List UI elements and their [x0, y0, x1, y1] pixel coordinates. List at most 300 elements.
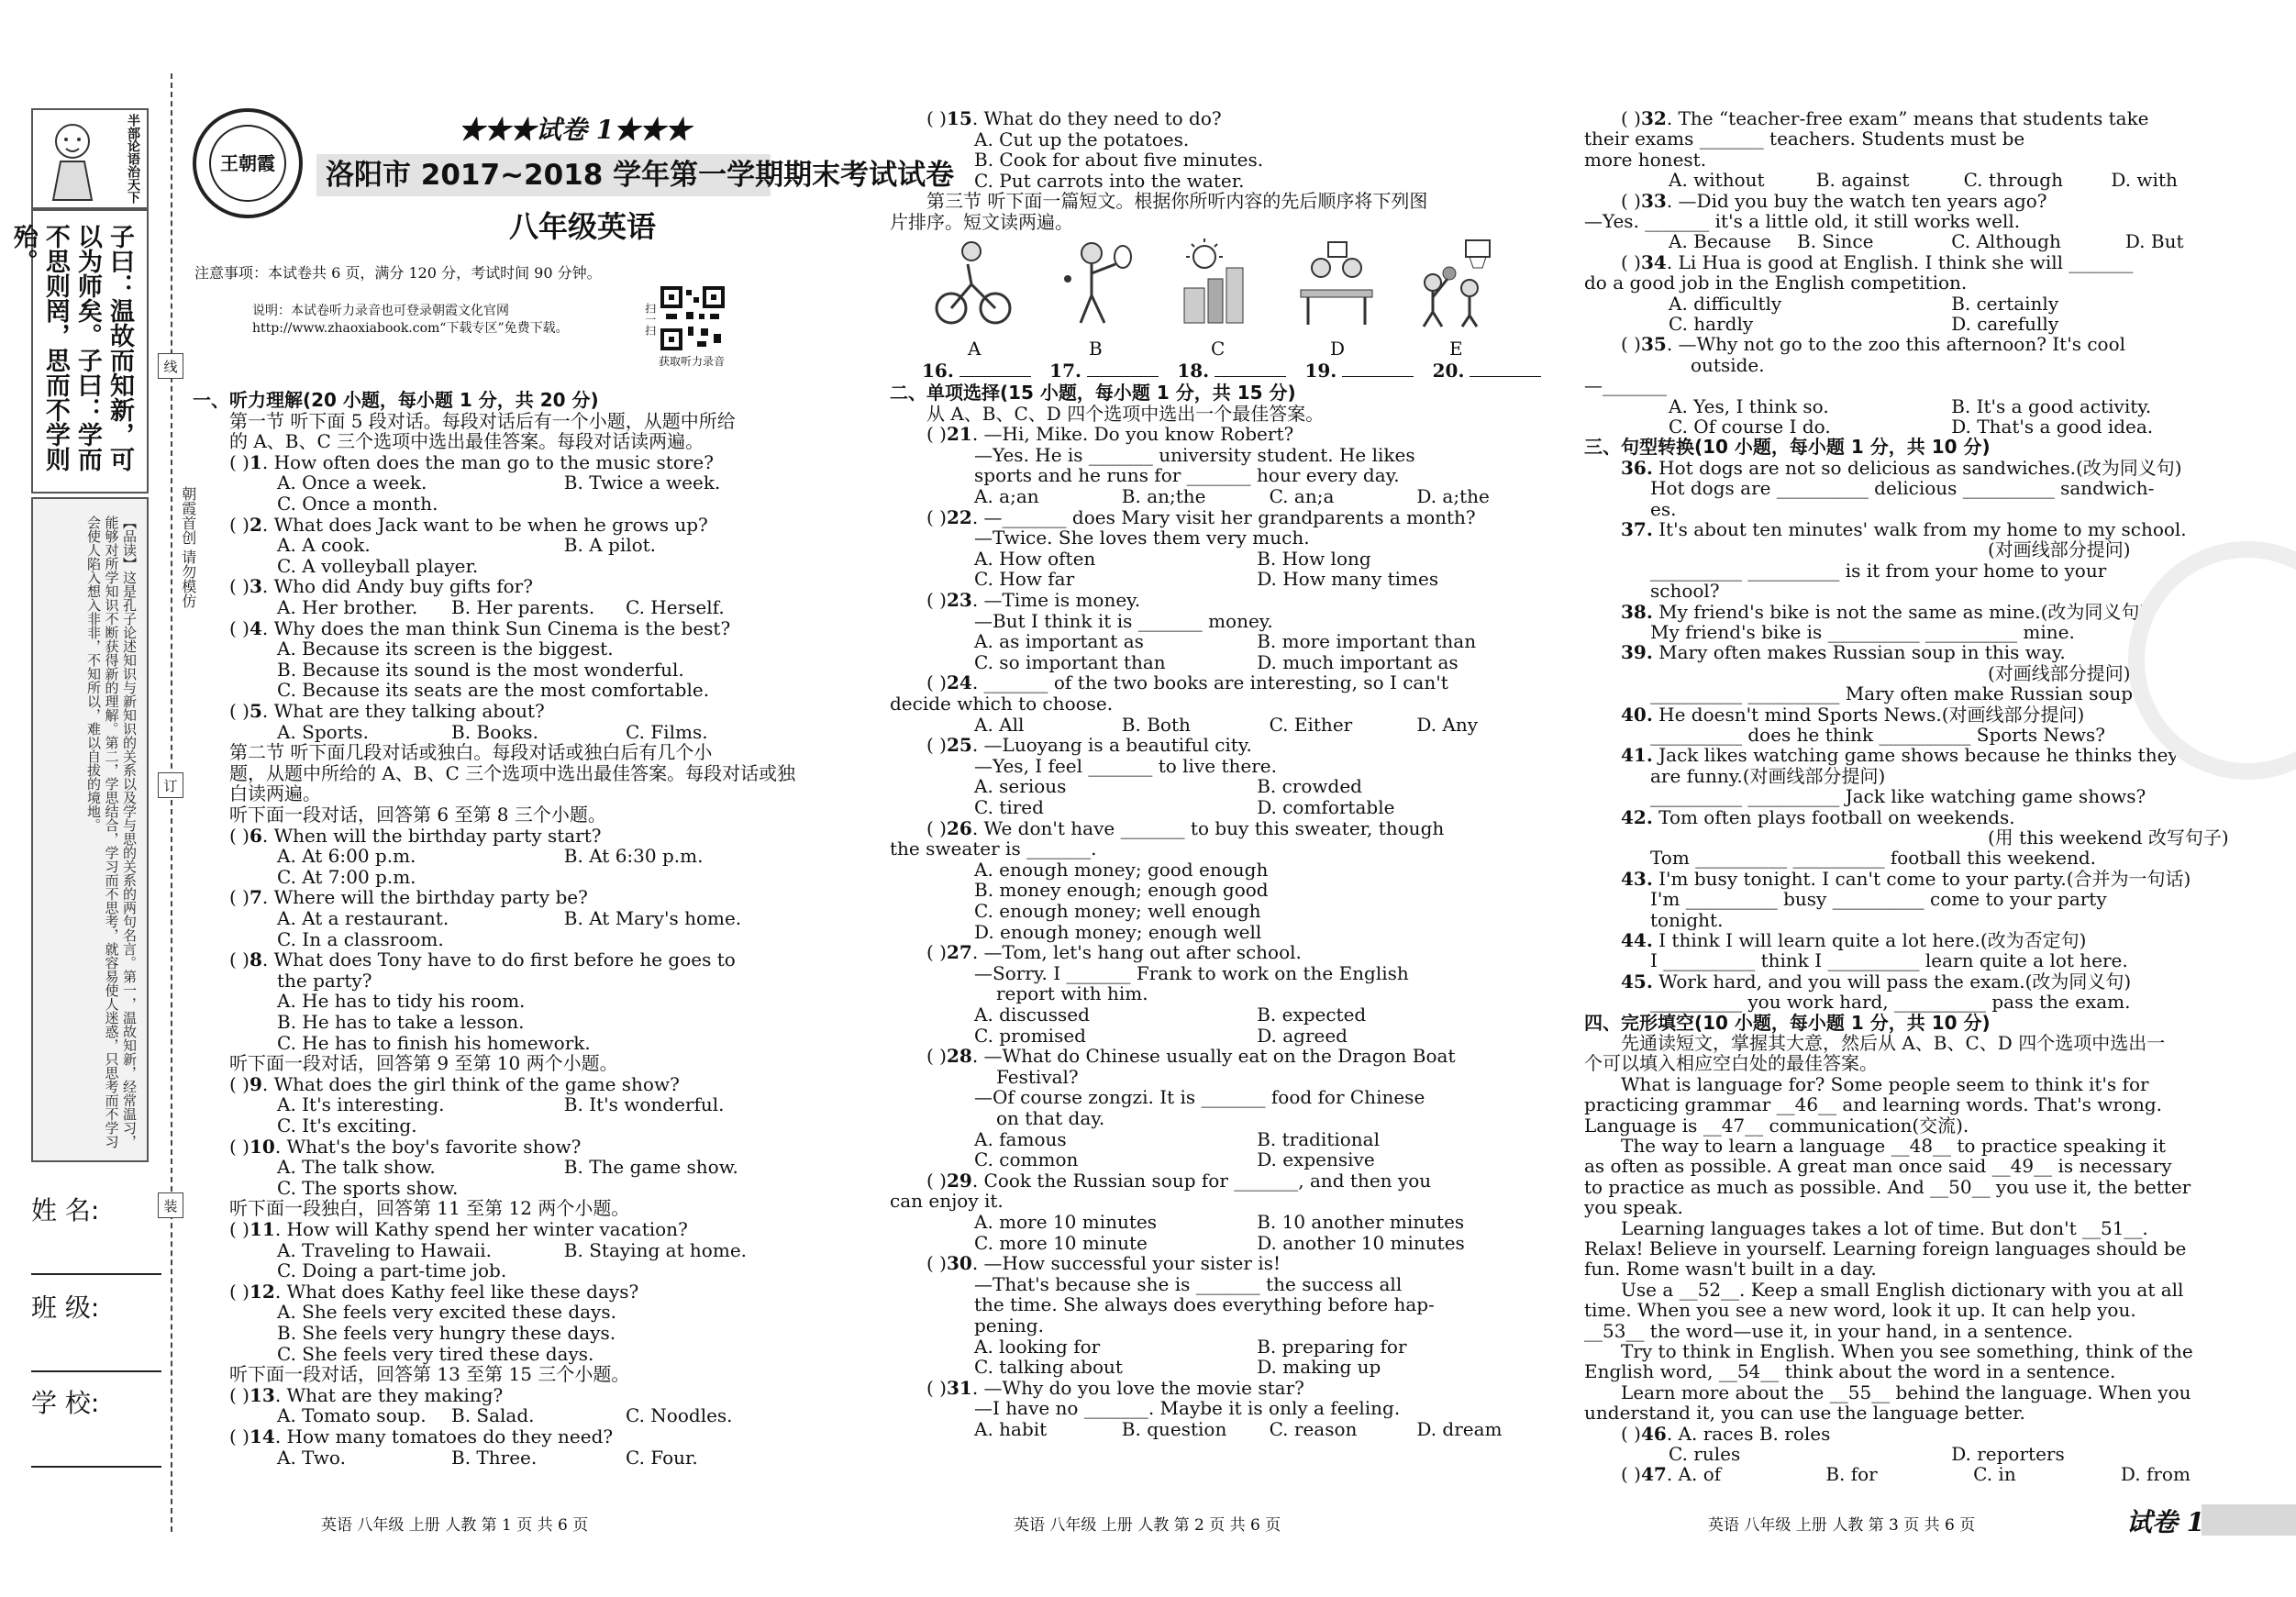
- answer-option: C. He has to finish his homework.: [277, 1031, 591, 1054]
- answer-options-row: [974, 1357, 1381, 1378]
- question-row[interactable]: [229, 452, 714, 473]
- question-row[interactable]: [229, 949, 736, 970]
- question-number: 33: [1640, 189, 1667, 212]
- picture-label-e: E: [1449, 338, 1463, 360]
- option-a: A. Yes, I think so.: [1669, 394, 1829, 417]
- answer-paren[interactable]: ( ): [229, 948, 250, 971]
- question-row[interactable]: [926, 108, 1222, 129]
- option-a: A. a;an: [974, 485, 1039, 507]
- continuation-text: Language is __47__ communication(交流).: [1584, 1114, 1969, 1137]
- answer-option: D. enough money; enough well: [974, 920, 1262, 943]
- option-b: B. It's wonderful.: [563, 1093, 725, 1116]
- question-row[interactable]: [926, 507, 1476, 528]
- question-dot: .: [261, 1072, 274, 1095]
- logo-text: 王朝霞: [209, 125, 286, 202]
- continuation-text: the sweater is _______.: [890, 837, 1097, 860]
- answer-paren[interactable]: ( ): [926, 1169, 947, 1192]
- answer-options-row: [277, 1405, 763, 1426]
- side-top-text: 半部论语治天下: [126, 114, 140, 204]
- order-19-blank[interactable]: [1342, 360, 1414, 377]
- question-continuation: outside.: [1691, 353, 1765, 376]
- option-b: B. Her parents.: [451, 596, 595, 618]
- answer-options-row: [277, 722, 763, 743]
- instruction-text: The way to learn a language __48__ to practice speaking it: [1621, 1135, 2166, 1157]
- question-continuation: —That's because she is _______ the success all: [974, 1272, 1403, 1295]
- option-a: A. as important as: [974, 630, 1144, 653]
- question-dot: .: [1666, 250, 1679, 273]
- answer-option: A. He has to tidy his room.: [277, 990, 526, 1013]
- option-b: D. making up: [1257, 1356, 1381, 1379]
- page-footer-3: 英语 八年级 上册 人教 第 3 页 共 6 页: [1708, 1516, 1976, 1535]
- answer-line[interactable]: Tom __________ __________ football this weekend.: [1650, 847, 2096, 870]
- question-text: I think I will learn quite a lot here.(改为否定句): [1658, 929, 2087, 951]
- school-label: 学 校:: [31, 1388, 100, 1418]
- answer-paren[interactable]: ( ): [926, 1252, 947, 1275]
- question-number: 13: [249, 1383, 275, 1406]
- question-row[interactable]: [229, 1385, 503, 1406]
- question-continuation: —Yes. He is _______ university student. He likes: [974, 443, 1415, 466]
- question-row[interactable]: [926, 818, 1444, 839]
- answer-paren[interactable]: ( ): [229, 450, 250, 473]
- transform-question: [1621, 807, 2015, 828]
- question-text: Li Hua is good at English. I think she will _______: [1678, 250, 2134, 273]
- instruction-text: What is language for? Some people seem to think it's for: [1621, 1072, 2149, 1095]
- answer-option: C. Because its seats are the most comfortable.: [277, 679, 710, 702]
- question-continuation: —But I think it is _______ money.: [974, 609, 1273, 632]
- instruction-text: 第三节 听下面一篇短文。根据你所听内容的先后顺序将下列图: [926, 190, 1428, 213]
- question-number: 40.: [1621, 703, 1653, 726]
- continuation-text: as often as possible. A great man once said __49__ is necessary: [1584, 1155, 2172, 1178]
- continuation-text: —Yes. _______ it's a little old, it still works well.: [1584, 210, 2021, 232]
- question-number: 1: [249, 450, 262, 473]
- answer-line[interactable]: school?: [1650, 580, 1720, 603]
- confucius-motto: 子曰：温故而知新，可以为师矣。子曰：学而不思则罔，思而不学则殆。: [8, 224, 134, 471]
- question-continuation: pening.: [974, 1314, 1044, 1336]
- instruction-note: (对画线部分提问): [1988, 538, 2131, 561]
- option-a: A. looking for: [974, 1335, 1101, 1358]
- instruction-text: 从 A、B、C、D 四个选项中选出一个最佳答案。: [926, 402, 1325, 425]
- school-field[interactable]: [31, 1383, 161, 1468]
- answer-line[interactable]: __________ you work hard, __________ pass the exam.: [1650, 991, 2131, 1014]
- question-text: What are they talking about?: [273, 700, 545, 722]
- question-dot: .: [971, 505, 984, 528]
- option-c: C. through: [1963, 169, 2063, 192]
- question-row[interactable]: [926, 1378, 1304, 1399]
- question-row[interactable]: [926, 942, 1302, 963]
- question-row[interactable]: [229, 1219, 688, 1240]
- answer-paren[interactable]: ( ): [1621, 1422, 1641, 1445]
- instruction-text: 听下面一段对话，回答第 13 至第 15 三个小题。: [229, 1363, 630, 1386]
- option-b: B. Salad.: [451, 1404, 535, 1427]
- question-continuation: —Yes, I feel _______ to live there.: [974, 754, 1277, 777]
- answer-paren[interactable]: ( ): [229, 1135, 250, 1158]
- question-text: What do they need to do?: [983, 107, 1222, 129]
- question-row[interactable]: [1621, 108, 2149, 129]
- question-dot: .: [261, 616, 274, 639]
- answer-options-row: [974, 1233, 1465, 1254]
- binding-mark-ding: 订: [158, 772, 183, 798]
- option-a: A. famous: [974, 1127, 1067, 1150]
- question-number: 6: [249, 824, 262, 847]
- continuation-text: decide which to choose.: [890, 693, 1114, 715]
- answer-paren[interactable]: ( ): [926, 671, 947, 694]
- answer-options-row: [277, 908, 741, 929]
- transform-question: [1621, 971, 2131, 993]
- school-line[interactable]: [31, 1424, 161, 1468]
- answer-paren[interactable]: ( ): [229, 1383, 250, 1406]
- question-row[interactable]: [926, 1046, 1456, 1067]
- continuation-text: __53__ the word—use it, in your hand, in a sentence.: [1584, 1319, 2073, 1342]
- question-number: 28: [946, 1045, 972, 1068]
- picture-label-a: A: [968, 338, 982, 360]
- question-number: 21: [946, 423, 972, 446]
- question-number: 7: [249, 886, 262, 909]
- question-row[interactable]: [926, 424, 1293, 445]
- answer-paren[interactable]: ( ): [229, 513, 250, 536]
- option-b: B. an;the: [1121, 485, 1206, 507]
- question-row[interactable]: [229, 826, 601, 847]
- question-text: A. races B. roles: [1678, 1422, 1831, 1445]
- question-dot: .: [1666, 189, 1679, 212]
- option-a: C. common: [974, 1148, 1079, 1171]
- question-dot: .: [274, 1383, 287, 1406]
- option-a: A. All: [974, 713, 1025, 736]
- question-number: 8: [249, 948, 262, 971]
- answer-options-row: [974, 776, 1362, 797]
- question-row[interactable]: [1621, 252, 2133, 273]
- question-row[interactable]: [926, 1253, 1281, 1274]
- answer-line[interactable]: I'm __________ busy __________ come to your party: [1650, 888, 2107, 911]
- question-dot: .: [261, 700, 274, 722]
- option-c: C. an;a: [1269, 485, 1335, 507]
- picture-a-cycling-icon: [931, 237, 1014, 328]
- answer-options-row: [974, 1149, 1375, 1170]
- question-dot: .: [971, 941, 984, 964]
- instruction-text: 听下面一段对话，回答第 6 至第 8 三个小题。: [229, 804, 606, 826]
- qr-code-icon[interactable]: [660, 286, 725, 350]
- answer-options-row: [974, 1419, 1564, 1440]
- option-a: A. Two.: [277, 1446, 346, 1469]
- answer-option: A. Cut up the potatoes.: [974, 128, 1190, 150]
- question-row[interactable]: [229, 1137, 581, 1158]
- class-line[interactable]: [31, 1328, 161, 1372]
- answer-line[interactable]: __________ __________ is it from your home to your: [1650, 559, 2107, 582]
- answer-paren[interactable]: ( ): [926, 1045, 947, 1068]
- picture-label-b: B: [1089, 338, 1103, 360]
- option-c: C. Noodles.: [626, 1404, 733, 1427]
- answer-paren[interactable]: ( ): [1621, 189, 1641, 212]
- answer-paren[interactable]: ( ): [229, 616, 250, 639]
- option-b: B. 10 another minutes: [1257, 1211, 1465, 1233]
- question-row[interactable]: [926, 1170, 1431, 1192]
- question-text: —Luoyang is a beautiful city.: [983, 734, 1252, 757]
- question-row[interactable]: [1621, 1424, 1830, 1445]
- answer-paren[interactable]: ( ): [1621, 1463, 1641, 1486]
- option-a: C. promised: [974, 1024, 1086, 1047]
- question-text: —How successful your sister is!: [983, 1252, 1281, 1275]
- question-dot: .: [274, 1218, 287, 1240]
- answer-paren[interactable]: ( ): [229, 1425, 250, 1447]
- binding-line: [171, 73, 172, 1532]
- continuation-text: 片排序。短文读两遍。: [890, 211, 1073, 233]
- answer-paren[interactable]: ( ): [229, 700, 250, 722]
- section-heading: 三、句型转换(10 小题，每小题 1 分，共 10 分): [1584, 436, 1991, 459]
- question-text: How will Kathy spend her winter vacation?: [286, 1218, 688, 1240]
- answer-option: A. Because its screen is the biggest.: [277, 638, 614, 660]
- answer-line: es.: [1650, 497, 1677, 520]
- question-number: 14: [249, 1425, 275, 1447]
- question-text: Hot dogs are not so delicious as sandwiches.(改为同义句): [1658, 456, 2182, 479]
- option-a: C. How far: [974, 568, 1075, 591]
- answer-paren[interactable]: ( ): [926, 734, 947, 757]
- answer-option: C. She feels very tired these days.: [277, 1342, 594, 1365]
- option-b: D. agreed: [1257, 1024, 1348, 1047]
- question-text: —What do Chinese usually eat on the Dragon Boat: [983, 1045, 1456, 1068]
- picture-c-city-sun-icon: [1177, 237, 1259, 328]
- question-text: —Why not go to the zoo this afternoon? It's cool: [1678, 333, 2126, 356]
- question-row[interactable]: [229, 1281, 638, 1303]
- continuation-text: English word, __54__ think about the word in a sentence.: [1584, 1360, 2116, 1383]
- answer-options-row: [1669, 1444, 2065, 1465]
- question-number: 22: [946, 505, 972, 528]
- question-row[interactable]: [229, 1426, 613, 1447]
- question-number: 9: [249, 1072, 262, 1095]
- question-text: —Why do you love the movie star?: [983, 1376, 1304, 1399]
- option-d: D. a;the: [1416, 485, 1490, 507]
- answer-paren[interactable]: ( ): [926, 107, 947, 129]
- option-c: C. Four.: [626, 1446, 698, 1469]
- answer-paren[interactable]: ( ): [229, 575, 250, 598]
- option-b: B. against: [1815, 169, 1910, 192]
- option-b: B. Three.: [451, 1446, 538, 1469]
- question-number: 31: [946, 1376, 972, 1399]
- answer-paren[interactable]: ( ): [229, 1072, 250, 1095]
- answer-paren[interactable]: ( ): [926, 423, 947, 446]
- answer-options-row: [277, 1447, 763, 1469]
- answer-paren[interactable]: ( ): [926, 816, 947, 839]
- answer-paren[interactable]: ( ): [926, 505, 947, 528]
- name-field[interactable]: [31, 1191, 161, 1275]
- question-dot: .: [1666, 107, 1679, 129]
- instruction-text: Learn more about the __55__ behind the language. When you: [1621, 1381, 2191, 1403]
- option-b: B. more important than: [1257, 630, 1477, 653]
- continuation-text: can enjoy it.: [890, 1190, 1004, 1213]
- continuation-text: do a good job in the English competition.: [1584, 272, 1968, 294]
- order-17-blank[interactable]: [1087, 360, 1159, 377]
- answer-options-row: [1669, 231, 2184, 252]
- question-continuation: —Twice. She loves them very much.: [974, 527, 1310, 549]
- order-18-blank[interactable]: [1215, 360, 1286, 377]
- question-row[interactable]: [229, 887, 588, 908]
- option-b: D. How many times: [1257, 568, 1439, 591]
- question-text: Why does the man think Sun Cinema is the best?: [273, 616, 731, 639]
- answer-paren[interactable]: ( ): [926, 941, 947, 964]
- side-strip: [0, 0, 174, 1597]
- question-dot: .: [971, 671, 984, 694]
- page-footer-1: 英语 八年级 上册 人教 第 1 页 共 6 页: [321, 1516, 589, 1535]
- answer-options-row: [277, 846, 703, 867]
- option-a: A. more 10 minutes: [974, 1211, 1157, 1233]
- question-text: What does Tony have to do first before he goes to: [273, 948, 736, 971]
- option-a: C. more 10 minute: [974, 1231, 1148, 1254]
- question-dot: .: [971, 1169, 984, 1192]
- question-row[interactable]: [926, 672, 1448, 693]
- question-row[interactable]: [229, 618, 730, 639]
- question-number: 11: [249, 1218, 275, 1240]
- answer-paren[interactable]: ( ): [926, 1376, 947, 1399]
- answer-line[interactable]: My friend's bike is __________ __________ mine.: [1650, 621, 2075, 643]
- question-number: 34: [1640, 250, 1667, 273]
- transform-question: [1621, 930, 2086, 951]
- option-a: C. rules: [1669, 1443, 1741, 1465]
- instruction-text: 第二节 听下面几段对话或独白。每段对话或独白后有几个小: [229, 741, 713, 764]
- option-a: C. Of course I do.: [1669, 416, 1831, 438]
- answer-option: C. It's exciting.: [277, 1115, 417, 1137]
- option-a: A. serious: [974, 775, 1067, 798]
- answer-paren[interactable]: ( ): [926, 589, 947, 611]
- question-text: —Time is money.: [983, 589, 1141, 611]
- option-b: B. A pilot.: [563, 534, 657, 557]
- transform-question: [1621, 869, 2191, 890]
- publisher-logo: [193, 108, 303, 218]
- answer-option: B. money enough; enough good: [974, 879, 1269, 902]
- answer-options-row: [1669, 416, 2153, 438]
- order-20-blank[interactable]: [1470, 360, 1541, 377]
- question-number: 30: [946, 1252, 972, 1275]
- question-row[interactable]: [229, 1074, 680, 1095]
- order-19-label: 19.: [1304, 360, 1337, 382]
- continuation-text: 个可以填入相应空白处的最佳答案。: [1584, 1052, 1878, 1075]
- question-dot: .: [261, 450, 274, 473]
- transform-question: [1621, 642, 2066, 663]
- question-text: Who did Andy buy gifts for?: [273, 575, 533, 598]
- answer-paren[interactable]: ( ): [229, 886, 250, 909]
- answer-paren[interactable]: ( ): [229, 824, 250, 847]
- qr-scan-label: 扫一扫: [643, 303, 657, 336]
- answer-line[interactable]: I __________ think I __________ learn quite a lot here.: [1650, 949, 2128, 972]
- answer-options-row: [1669, 294, 2058, 315]
- option-b: B. for: [1825, 1463, 1878, 1486]
- binding-note: 朝霞首创 请勿模仿: [179, 486, 197, 609]
- option-b: B. Staying at home.: [563, 1238, 748, 1261]
- option-b: B. It's a good activity.: [1951, 394, 2152, 417]
- option-b: D. expensive: [1257, 1148, 1375, 1171]
- question-dot: .: [971, 589, 984, 611]
- question-dot: .: [1666, 1463, 1679, 1486]
- question-number: 15: [946, 107, 972, 129]
- section-heading: 二、单项选择(15 小题，每小题 1 分，共 15 分): [890, 382, 1296, 404]
- answer-option: C. At 7:00 p.m.: [277, 865, 416, 888]
- option-b: B. Since: [1797, 230, 1874, 253]
- continuation-text: practicing grammar __46__ and learning words. That's wrong.: [1584, 1093, 2162, 1116]
- question-number: 25: [946, 734, 972, 757]
- question-text: The “teacher-free exam” means that students take: [1678, 107, 2149, 129]
- instruction-text: 第一节 听下面 5 段对话。每段对话后有一个小题，从题中所给: [229, 409, 736, 432]
- question-text: What does the girl think of the game show?: [273, 1072, 680, 1095]
- question-text: —Tom, let's hang out after school.: [983, 941, 1302, 964]
- option-a: A. Tomato soup.: [277, 1404, 427, 1427]
- question-number: 3: [249, 575, 262, 598]
- answer-line[interactable]: Hot dogs are __________ delicious __________ sandwich-: [1650, 477, 2155, 500]
- transform-question: [1621, 602, 2146, 623]
- option-a: A. without: [1669, 169, 1765, 192]
- answer-line[interactable]: tonight.: [1650, 908, 1724, 931]
- binding-mark-zhuang: 装: [158, 1192, 183, 1218]
- question-text: How many tomatoes do they need?: [286, 1425, 614, 1447]
- option-a: A. Once a week.: [277, 471, 427, 494]
- option-b: B. At Mary's home.: [563, 907, 742, 929]
- question-number: 39.: [1621, 641, 1653, 664]
- option-a: A. Sports.: [277, 720, 369, 743]
- option-b: B. expected: [1257, 1004, 1367, 1026]
- answer-paren[interactable]: ( ): [1621, 107, 1641, 129]
- question-number: 38.: [1621, 600, 1653, 623]
- option-a: A. of: [1678, 1463, 1722, 1486]
- question-row[interactable]: [926, 590, 1140, 611]
- question-dot: .: [971, 1045, 984, 1068]
- answer-line[interactable]: __________ does he think __________ Sports News?: [1650, 724, 2105, 746]
- question-row[interactable]: [229, 576, 533, 597]
- answer-line[interactable]: __________ __________ Mary often make Russian soup?: [1650, 682, 2143, 705]
- question-dot: .: [261, 948, 274, 971]
- instruction-text: 听下面一段独白，回答第 11 至第 12 两个小题。: [229, 1197, 630, 1220]
- instruction-text: Use a __52__. Keep a small English dictionary with you at all: [1621, 1278, 2184, 1301]
- question-row[interactable]: [1621, 191, 2047, 212]
- question-continuation: the party?: [277, 969, 372, 992]
- answer-paren[interactable]: ( ): [229, 1218, 250, 1240]
- confucius-figure-icon: [42, 116, 103, 204]
- question-text: What does Jack want to be when he grows up?: [273, 513, 708, 536]
- option-b: B. The game show.: [563, 1156, 738, 1179]
- question-row[interactable]: [1621, 334, 2125, 355]
- option-c: C. Herself.: [626, 596, 725, 618]
- question-number: 46: [1640, 1422, 1667, 1445]
- transform-question: [1621, 519, 2187, 540]
- question-continuation: the time. She always does everything before hap-: [974, 1293, 1435, 1316]
- question-dot: .: [261, 886, 274, 909]
- class-field[interactable]: [31, 1288, 161, 1372]
- question-dot: .: [261, 575, 274, 598]
- question-dot: .: [971, 816, 984, 839]
- question-row[interactable]: [926, 735, 1252, 756]
- question-text: Work hard, and you will pass the exam.(改为同义句): [1658, 970, 2132, 993]
- question-dot: .: [1666, 1422, 1679, 1445]
- answer-option: B. Because its sound is the most wonderful.: [277, 658, 684, 681]
- corner-exam-tag: 试卷 1: [2126, 1507, 2205, 1537]
- question-dot: .: [1666, 333, 1679, 356]
- option-a: A. It's interesting.: [277, 1093, 445, 1116]
- answer-option: C. A volleyball player.: [277, 554, 479, 577]
- order-16-blank[interactable]: [959, 360, 1031, 377]
- question-row[interactable]: [1621, 1464, 2268, 1485]
- question-row[interactable]: [229, 515, 708, 536]
- question-text: Where will the birthday party be?: [273, 886, 588, 909]
- answer-line[interactable]: are funny.(对画线部分提问): [1650, 764, 1886, 787]
- name-label: 姓 名:: [31, 1195, 100, 1225]
- question-dot: .: [274, 1135, 287, 1158]
- answer-paren[interactable]: ( ): [229, 1280, 250, 1303]
- option-a: A. discussed: [974, 1004, 1090, 1026]
- name-line[interactable]: [31, 1231, 161, 1275]
- answer-paren[interactable]: ( ): [1621, 333, 1641, 356]
- answer-paren[interactable]: ( ): [1621, 250, 1641, 273]
- option-b: D. another 10 minutes: [1257, 1231, 1465, 1254]
- confucius-motto-box: [8, 209, 149, 494]
- option-a: A. At 6:00 p.m.: [277, 845, 416, 868]
- question-row[interactable]: [229, 701, 545, 722]
- answer-line[interactable]: __________ __________ Jack like watching game shows?: [1650, 785, 2146, 808]
- answer-options-row: [1669, 170, 2258, 191]
